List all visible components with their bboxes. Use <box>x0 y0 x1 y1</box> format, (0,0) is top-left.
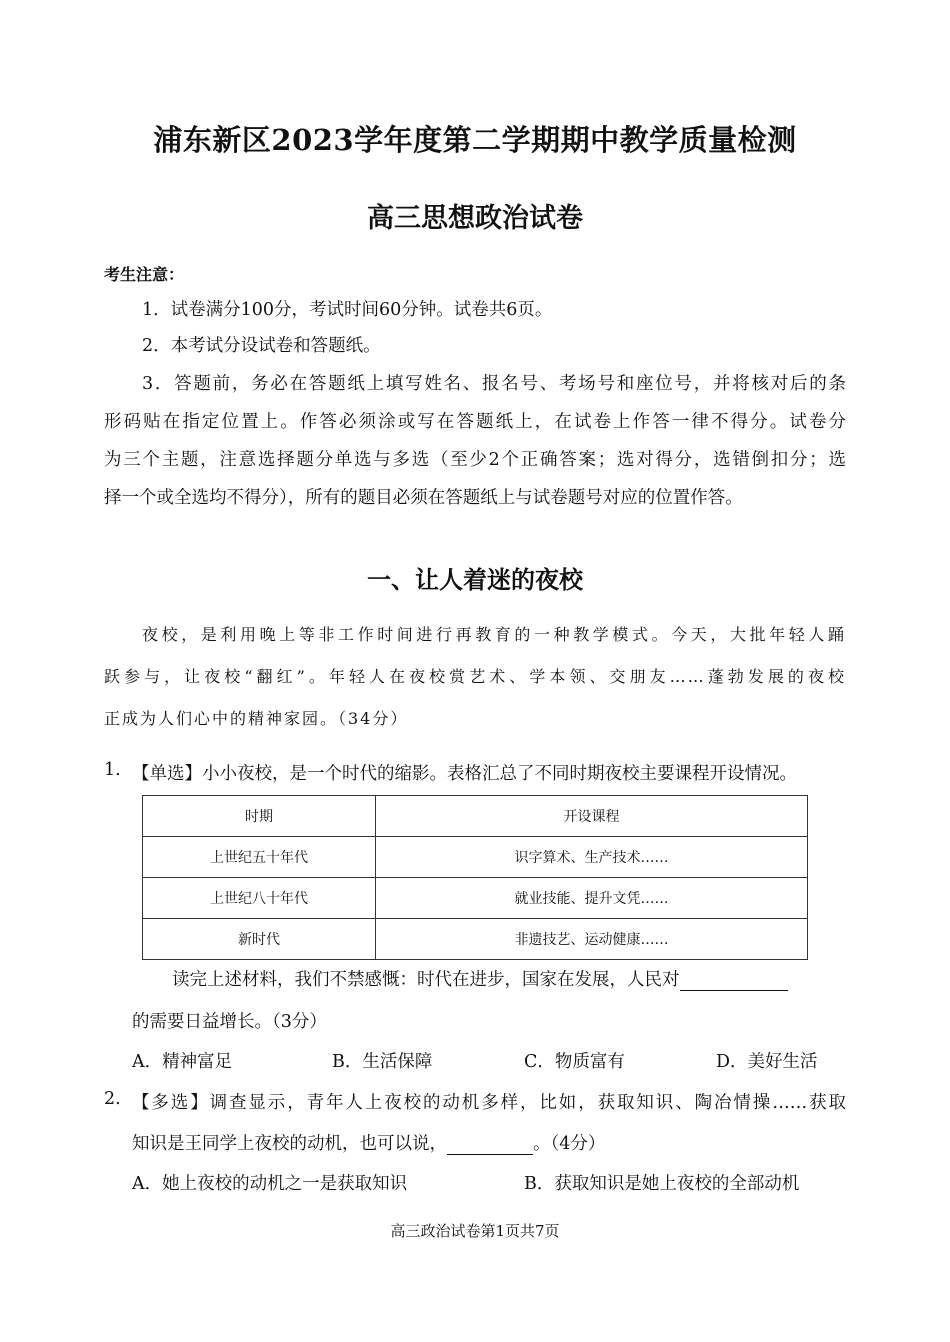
table-header-courses: 开设课程 <box>376 796 808 837</box>
q2-option-a: A．她上夜校的动机之一是获取知识 <box>132 1174 408 1194</box>
section-intro-line-3: 正成为人们心中的精神家园。（34分） <box>104 709 409 728</box>
notice-label: 考生注意： <box>104 265 185 284</box>
table-cell-courses: 非遗技艺、运动健康…… <box>376 919 808 960</box>
q2-text-line-2 <box>132 1130 605 1155</box>
notice-item-3-line-1: 3．答题前，务必在答题纸上填写姓名、报名号、考场号和座位号，并将核对后的条 <box>142 374 846 394</box>
notice-item-2: 2．本考试分设试卷和答题纸。 <box>142 336 381 356</box>
exam-title: 浦东新区2023学年度第二学期期中教学质量检测 <box>153 123 797 157</box>
q1-option-b: B．生活保障 <box>332 1052 433 1072</box>
q2-number: 2. <box>104 1089 121 1109</box>
notice-item-3-line-2: 形码贴在指定位置上。作答必须涂或写在答题纸上，在试卷上作答一律不得分。试卷分 <box>104 412 846 432</box>
q2-answer-blank <box>447 1134 533 1155</box>
table-row <box>143 878 808 919</box>
q1-option-a: A．精神富足 <box>132 1052 233 1072</box>
q2-text-line-1: 【多选】调查显示，青年人上夜校的动机多样，比如，获取知识、陶冶情操……获取 <box>132 1093 846 1113</box>
table-cell-courses: 识字算术、生产技术…… <box>376 837 808 878</box>
table-header-row <box>143 796 808 837</box>
q2-stem-points: 。（4分） <box>533 1134 606 1154</box>
course-table <box>142 795 808 960</box>
section-intro-line-2: 跃参与，让夜校“翻红”。年轻人在夜校赏艺术、学本领、交朋友……蓬勃发展的夜校 <box>104 667 846 686</box>
q1-answer-blank <box>680 970 788 991</box>
table-cell-period: 上世纪五十年代 <box>143 837 376 878</box>
q1-option-d: D．美好生活 <box>716 1052 818 1072</box>
table-cell-period: 新时代 <box>143 919 376 960</box>
q1-number: 1. <box>104 760 121 780</box>
table-row <box>143 837 808 878</box>
page-footer: 高三政治试卷第1页共7页 <box>390 1222 560 1240</box>
table-cell-courses: 就业技能、提升文凭…… <box>376 878 808 919</box>
table-header-period: 时期 <box>143 796 376 837</box>
q1-stem-text: 读完上述材料，我们不禁感慨：时代在进步，国家在发展，人民对 <box>172 970 680 990</box>
notice-item-1: 1．试卷满分100分，考试时间60分钟。试卷共6页。 <box>142 300 553 320</box>
exam-subtitle: 高三思想政治试卷 <box>367 203 583 234</box>
q1-stem-line-2: 的需要日益增长。（3分） <box>132 1012 327 1032</box>
section-title: 一、让人着迷的夜校 <box>367 566 583 594</box>
table-row <box>143 919 808 960</box>
notice-item-3-line-4: 择一个或全选均不得分），所有的题目必须在答题纸上与试卷题号对应的位置作答。 <box>104 488 743 508</box>
q1-text: 【单选】小小夜校，是一个时代的缩影。表格汇总了不同时期夜校主要课程开设情况。 <box>132 764 797 784</box>
q1-option-c: C．物质富有 <box>524 1052 625 1072</box>
q2-stem-text: 知识是王同学上夜校的动机，也可以说， <box>132 1134 447 1154</box>
q2-option-b: B．获取知识是她上夜校的全部动机 <box>524 1174 800 1194</box>
q1-stem-line-1 <box>172 966 788 991</box>
notice-item-3-line-3: 为三个主题，注意选择题分单选与多选（至少2个正确答案；选对得分，选错倒扣分；选 <box>104 450 846 470</box>
table-cell-period: 上世纪八十年代 <box>143 878 376 919</box>
section-intro-line-1: 夜校，是利用晚上等非工作时间进行再教育的一种教学模式。今天，大批年轻人踊 <box>142 625 846 644</box>
